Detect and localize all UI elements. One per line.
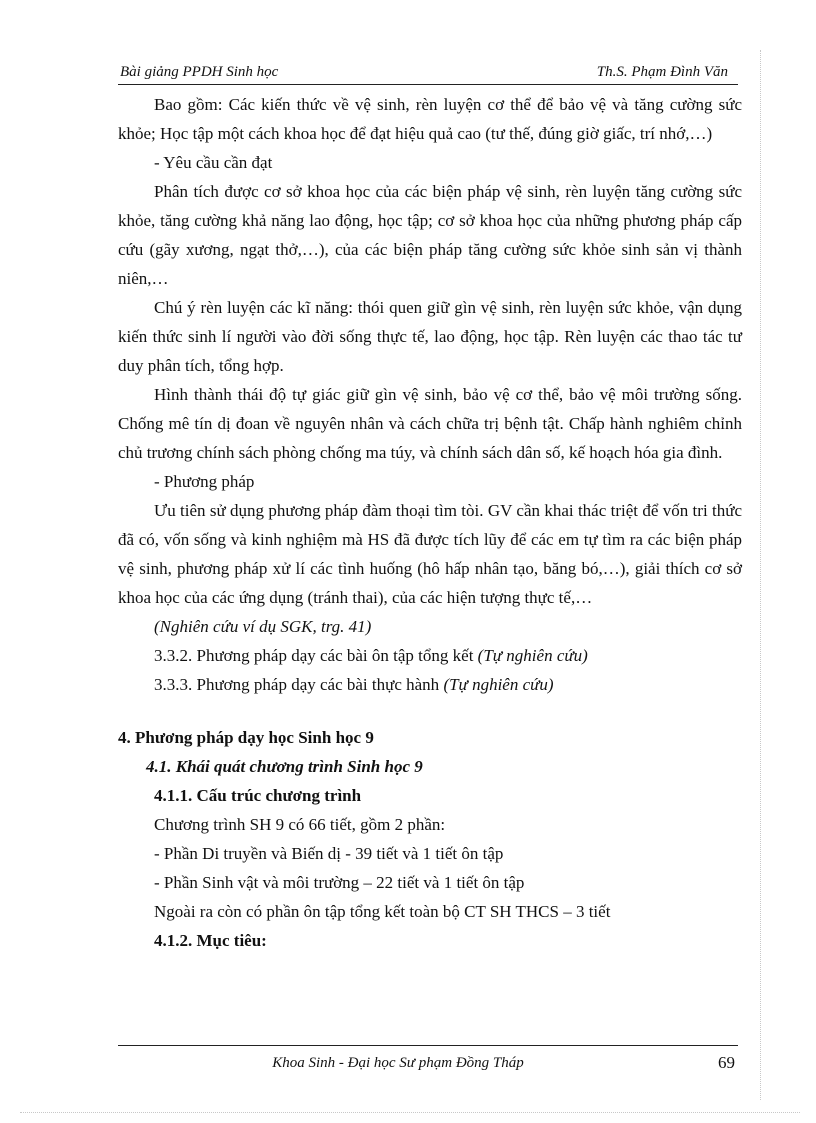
page-number: 69	[718, 1053, 735, 1072]
page-body	[118, 90, 742, 955]
paragraph: Chương trình SH 9 có 66 tiết, gồm 2 phần:	[154, 815, 446, 834]
header-left: Bài giảng PPDH Sinh học	[120, 64, 279, 80]
spacer	[118, 699, 742, 723]
paragraph: Bao gồm: Các kiến thức về vệ sinh, rèn luyện cơ thể để bảo vệ và tăng cường sức khỏe; Học tập một cách khoa học để đạt hiệu quả cao (tư thế, đúng giờ giấc, trí nhớ,…)	[118, 95, 742, 143]
page-border-right	[760, 50, 761, 1100]
page-border-bottom	[20, 1112, 800, 1113]
heading-4-1-1: 4.1.1. Cấu trúc chương trình	[154, 786, 362, 805]
paragraph: Hình thành thái độ tự giác giữ gìn vệ sinh, bảo vệ cơ thể, bảo vệ môi trường sống. Chống mê tín dị đoan về nguyên nhân và cách chữa trị bệnh tật. Chấp hành nghiêm chỉnh chủ trương chính sách phòng chống ma túy, và chính sách dân số, kế hoạch hóa gia đình.	[118, 385, 742, 462]
subheading: - Phương pháp	[154, 472, 255, 491]
list-item: - Phần Sinh vật và môi trường – 22 tiết và 1 tiết ôn tập	[154, 873, 525, 892]
footer-rule	[118, 1045, 738, 1046]
list-item: - Phần Di truyền và Biến dị - 39 tiết và 1 tiết ôn tập	[154, 844, 504, 863]
paragraph: Phân tích được cơ sở khoa học của các biện pháp vệ sinh, rèn luyện tăng cường sức khỏe, tăng cường khả năng lao động, học tập; cơ sở khoa học của những phương pháp cấp cứu (gãy xương, ngạt thở,…), của các biện pháp tăng cường sức khỏe sinh sản vị thành niên,…	[118, 182, 742, 288]
section-3-3-3	[118, 670, 742, 699]
heading-4-1-2: 4.1.2. Mục tiêu:	[154, 931, 267, 950]
section-title: 3.3.2. Phương pháp dạy các bài ôn tập tổng kết	[154, 646, 478, 665]
paragraph: Ngoài ra còn có phần ôn tập tổng kết toàn bộ CT SH THCS – 3 tiết	[154, 902, 611, 921]
reference-note: (Nghiên cứu ví dụ SGK, trg. 41)	[154, 617, 372, 636]
paragraph: Chú ý rèn luyện các kĩ năng: thói quen giữ gìn vệ sinh, rèn luyện sức khỏe, vận dụng kiến thức sinh lí người vào đời sống thực tế, lao động, học tập. Rèn luyện các thao tác tư duy phân tích, tổng hợp.	[118, 298, 742, 375]
section-3-3-2	[118, 641, 742, 670]
page-header	[118, 62, 738, 85]
section-note: (Tự nghiên cứu)	[477, 646, 588, 665]
paragraph: Ưu tiên sử dụng phương pháp đàm thoại tìm tòi. GV cần khai thác triệt để vốn tri thức đã có, vốn sống và kinh nghiệm mà HS đã được tích lũy để các em tự tìm ra các biện pháp vệ sinh, phương pháp xử lí các tình huống (hô hấp nhân tạo, băng bó,…), giải thích cơ sở khoa học của các ứng dụng (tránh thai), của các hiện tượng thực tế,…	[118, 501, 742, 607]
section-note: (Tự nghiên cứu)	[443, 675, 554, 694]
section-title: 3.3.3. Phương pháp dạy các bài thực hành	[154, 675, 444, 694]
subheading: - Yêu cầu cần đạt	[154, 153, 273, 172]
footer-text: Khoa Sinh - Đại học Sư phạm Đồng Tháp	[272, 1055, 524, 1071]
heading-4: 4. Phương pháp dạy học Sinh học 9	[118, 728, 374, 747]
heading-4-1: 4.1. Khái quát chương trình Sinh học 9	[146, 757, 423, 776]
header-right: Th.S. Phạm Đình Văn	[596, 64, 728, 80]
